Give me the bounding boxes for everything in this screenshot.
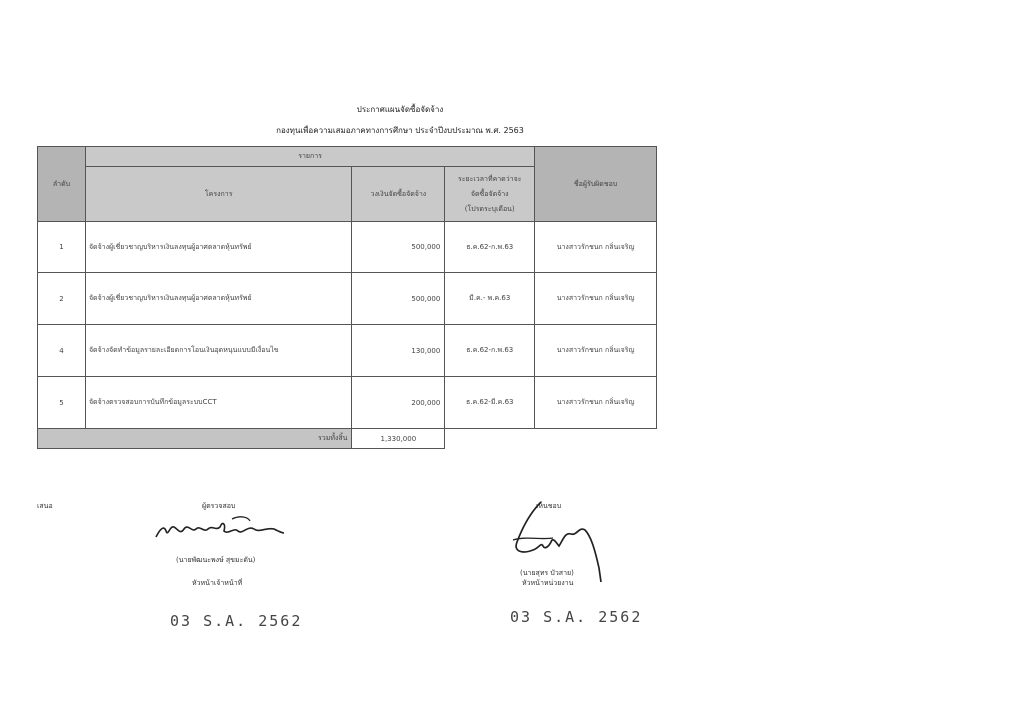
col-period-line3: (โปรดระบุเดือน) [464, 204, 515, 213]
row-project: จัดจ้างผู้เชี่ยวชาญบริหารเงินลงทุนผู้อาศตลาดหุ้นทรัพย์ [85, 222, 352, 273]
table-row [38, 222, 657, 273]
row-responsible: นางสาวรักชนก กลิ่นเจริญ [535, 377, 657, 429]
total-row [38, 429, 657, 449]
row-responsible: นางสาวรักชนก กลิ่นเจริญ [535, 222, 657, 273]
propose-label: เสนอ [37, 502, 53, 510]
col-period-header [445, 167, 535, 222]
col-responsible-header: ชื่อผู้รับผิดชอบ [535, 147, 657, 222]
table-row [38, 273, 657, 325]
reviewer-signature [150, 511, 290, 545]
total-value: 1,330,000 [352, 429, 445, 449]
procurement-table [37, 146, 657, 449]
approver-position: หัวหน้าหน่วยงาน [522, 579, 574, 587]
row-budget: 500,000 [352, 222, 445, 273]
total-label: รวมทั้งสิ้น [38, 429, 352, 449]
row-no: 4 [38, 325, 86, 377]
approver-date-stamp: 03 S.A. 2562 [510, 608, 643, 626]
approver-name: (นายสุทร บัวสาย) [520, 569, 574, 577]
row-period: ธ.ค.62-ก.พ.63 [445, 325, 535, 377]
col-period-line2: จัดซื้อจัดจ้าง [470, 189, 509, 198]
reviewer-label: ผู้ตรวจสอบ [202, 502, 236, 510]
reviewer-name: (นายพัฒนะพงษ์ สุขมะดัน) [176, 556, 256, 564]
row-project: จัดจ้างผู้เชี่ยวชาญบริหารเงินลงทุนผู้อาศตลาดหุ้นทรัพย์ [85, 273, 352, 325]
row-budget: 200,000 [352, 377, 445, 429]
col-period-line1: ระยะเวลาที่คาดว่าจะ [458, 174, 522, 183]
approver-label: เห็นชอบ [536, 502, 562, 510]
row-no: 2 [38, 273, 86, 325]
row-project: จัดจ้างจัดทำข้อมูลรายละเอียดการโอนเงินอุดหนุนแบบมีเงื่อนไข [85, 325, 352, 377]
row-budget: 130,000 [352, 325, 445, 377]
col-budget-header: วงเงินจัดซื้อจัดจ้าง [352, 167, 445, 222]
col-items-group-header: รายการ [85, 147, 534, 167]
table-row [38, 325, 657, 377]
document-title: ประกาศแผนจัดซื้อจัดจ้าง [356, 105, 444, 114]
row-period: ธ.ค.62-มี.ค.63 [445, 377, 535, 429]
row-period: ธ.ค.62-ก.พ.63 [445, 222, 535, 273]
row-no: 5 [38, 377, 86, 429]
row-responsible: นางสาวรักชนก กลิ่นเจริญ [535, 273, 657, 325]
col-order-header: ลำดับ [38, 147, 86, 222]
reviewer-position: หัวหน้าเจ้าหน้าที่ [192, 579, 243, 587]
document-subtitle: กองทุนเพื่อความเสมอภาคทางการศึกษา ประจำปีงบประมาณ พ.ศ. 2563 [276, 126, 524, 135]
col-project-header: โครงการ [85, 167, 352, 222]
row-budget: 500,000 [352, 273, 445, 325]
reviewer-date-stamp: 03 S.A. 2562 [170, 612, 303, 630]
row-no: 1 [38, 222, 86, 273]
row-period: มี.ค.- พ.ค.63 [445, 273, 535, 325]
header-row-1 [38, 147, 657, 167]
row-responsible: นางสาวรักชนก กลิ่นเจริญ [535, 325, 657, 377]
row-project: จัดจ้างตรวจสอบการบันทึกข้อมูลระบบCCT [85, 377, 352, 429]
table-row [38, 377, 657, 429]
total-row-blank [445, 429, 657, 449]
